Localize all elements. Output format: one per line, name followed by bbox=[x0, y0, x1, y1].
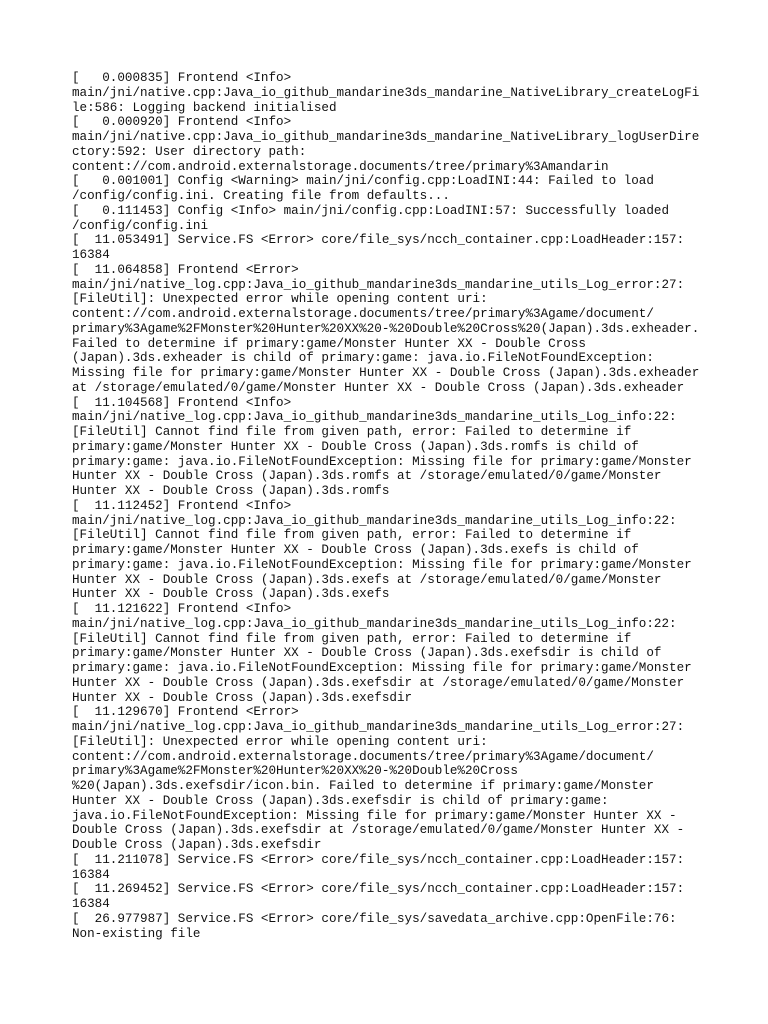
log-line: primary:game: java.io.FileNotFoundException: Missing file for primary:game/Monster bbox=[72, 661, 692, 675]
log-line: [ 11.053491] Service.FS <Error> core/file_sys/ncch_container.cpp:LoadHeader:157: bbox=[72, 233, 685, 248]
log-line: [ 11.112452] Frontend <Info> bbox=[72, 498, 292, 513]
log-line: [ 11.269452] Service.FS <Error> core/file_sys/ncch_container.cpp:LoadHeader:157: bbox=[72, 882, 685, 897]
log-line: [ 26.977987] Service.FS <Error> core/file_sys/savedata_archive.cpp:OpenFile:76: bbox=[72, 911, 677, 926]
log-line: main/jni/native_log.cpp:Java_io_github_mandarine3ds_mandarine_utils_Log_error:27: bbox=[72, 277, 685, 292]
log-line: Hunter XX - Double Cross (Japan).3ds.exefsdir at /storage/emulated/0/game/Monster bbox=[72, 675, 685, 690]
log-line: Hunter XX - Double Cross (Japan).3ds.romfs at /storage/emulated/0/game/Monster bbox=[72, 469, 662, 484]
log-line: (Japan).3ds.exheader is child of primary:game: java.io.FileNotFoundException: bbox=[72, 351, 654, 366]
log-line: Hunter XX - Double Cross (Japan).3ds.exefs at /storage/emulated/0/game/Monster bbox=[72, 572, 662, 587]
log-line: Hunter XX - Double Cross (Japan).3ds.romfs bbox=[72, 484, 390, 498]
log-line: [ 11.121622] Frontend <Info> bbox=[72, 602, 292, 616]
log-line: content://com.android.externalstorage.documents/tree/primary%3Amandarin bbox=[72, 159, 609, 174]
log-line: 16384 bbox=[72, 248, 110, 262]
log-line: primary:game/Monster Hunter XX - Double Cross (Japan).3ds.romfs is child of bbox=[72, 439, 639, 454]
log-line: main/jni/native.cpp:Java_io_github_mandarine3ds_mandarine_NativeLibrary_logUserDire bbox=[72, 130, 700, 144]
log-line: content://com.android.externalstorage.documents/tree/primary%3Agame/document/ bbox=[72, 749, 654, 764]
log-line: java.io.FileNotFoundException: Missing file for primary:game/Monster Hunter XX - bbox=[72, 808, 677, 823]
log-line: content://com.android.externalstorage.documents/tree/primary%3Agame/document/ bbox=[72, 307, 654, 321]
log-line: main/jni/native_log.cpp:Java_io_github_mandarine3ds_mandarine_utils_Log_info:22: bbox=[72, 616, 677, 631]
log-line: [ 11.104568] Frontend <Info> bbox=[72, 395, 292, 410]
log-line: /config/config.ini. Creating file from defaults... bbox=[72, 189, 450, 203]
log-line: [ 11.129670] Frontend <Error> bbox=[72, 705, 299, 720]
log-line: primary:game/Monster Hunter XX - Double Cross (Japan).3ds.exefsdir is child of bbox=[72, 646, 662, 661]
log-line: Failed to determine if primary:game/Monster Hunter XX - Double Cross bbox=[72, 336, 586, 351]
log-line: Hunter XX - Double Cross (Japan).3ds.exefsdir is child of primary:game: bbox=[72, 793, 609, 808]
log-line: Missing file for primary:game/Monster Hunter XX - Double Cross (Japan).3ds.exheader bbox=[72, 366, 700, 380]
log-line: main/jni/native.cpp:Java_io_github_mandarine3ds_mandarine_NativeLibrary_createLogFi bbox=[72, 85, 700, 100]
log-line: [ 0.000920] Frontend <Info> bbox=[72, 115, 292, 130]
log-line: primary:game/Monster Hunter XX - Double Cross (Japan).3ds.exefs is child of bbox=[72, 543, 639, 557]
log-line: Double Cross (Japan).3ds.exefsdir bbox=[72, 838, 322, 852]
log-line: [ 11.064858] Frontend <Error> bbox=[72, 262, 299, 277]
log-line: primary%3Agame%2FMonster%20Hunter%20XX%20-%20Double%20Cross%20(Japan).3ds.exheader. bbox=[72, 321, 700, 336]
log-line: [FileUtil]: Unexpected error while opening content uri: bbox=[72, 734, 488, 749]
log-line: primary:game: java.io.FileNotFoundException: Missing file for primary:game/Monster bbox=[72, 454, 692, 469]
log-line: [ 0.000835] Frontend <Info> bbox=[72, 71, 292, 85]
log-line: main/jni/native_log.cpp:Java_io_github_mandarine3ds_mandarine_utils_Log_error:27: bbox=[72, 720, 685, 734]
log-line: [ 0.111453] Config <Info> main/jni/config.cpp:LoadINI:57: Successfully loaded bbox=[72, 203, 670, 218]
log-line: %20(Japan).3ds.exefsdir/icon.bin. Failed to determine if primary:game/Monster bbox=[72, 779, 654, 793]
log-line: [FileUtil] Cannot find file from given path, error: Failed to determine if bbox=[72, 425, 632, 439]
log-line: Hunter XX - Double Cross (Japan).3ds.exefs bbox=[72, 587, 390, 602]
log-line: Non-existing file bbox=[72, 926, 201, 941]
log-line: [FileUtil] Cannot find file from given path, error: Failed to determine if bbox=[72, 528, 632, 543]
log-line: at /storage/emulated/0/game/Monster Hunter XX - Double Cross (Japan).3ds.exheader bbox=[72, 380, 685, 395]
log-line: main/jni/native_log.cpp:Java_io_github_mandarine3ds_mandarine_utils_Log_info:22: bbox=[72, 513, 677, 528]
log-line: primary%3Agame%2FMonster%20Hunter%20XX%20-%20Double%20Cross bbox=[72, 764, 518, 779]
log-line: /config/config.ini bbox=[72, 218, 209, 233]
log-line: ctory:592: User directory path: bbox=[72, 144, 307, 159]
log-line: 16384 bbox=[72, 897, 110, 911]
log-line: primary:game: java.io.FileNotFoundException: Missing file for primary:game/Monster bbox=[72, 557, 692, 572]
log-line: Double Cross (Japan).3ds.exefsdir at /storage/emulated/0/game/Monster Hunter XX - bbox=[72, 823, 685, 838]
log-line: main/jni/native_log.cpp:Java_io_github_mandarine3ds_mandarine_utils_Log_info:22: bbox=[72, 410, 677, 425]
log-line: [FileUtil]: Unexpected error while opening content uri: bbox=[72, 292, 488, 307]
log-line: Hunter XX - Double Cross (Japan).3ds.exefsdir bbox=[72, 690, 413, 705]
log-line: 16384 bbox=[72, 867, 110, 882]
log-text bbox=[72, 71, 712, 941]
log-line: le:586: Logging backend initialised bbox=[72, 100, 337, 115]
log-line: [FileUtil] Cannot find file from given path, error: Failed to determine if bbox=[72, 631, 632, 646]
log-line: [ 0.001001] Config <Warning> main/jni/config.cpp:LoadINI:44: Failed to load bbox=[72, 174, 654, 189]
log-line: [ 11.211078] Service.FS <Error> core/file_sys/ncch_container.cpp:LoadHeader:157: bbox=[72, 852, 685, 867]
